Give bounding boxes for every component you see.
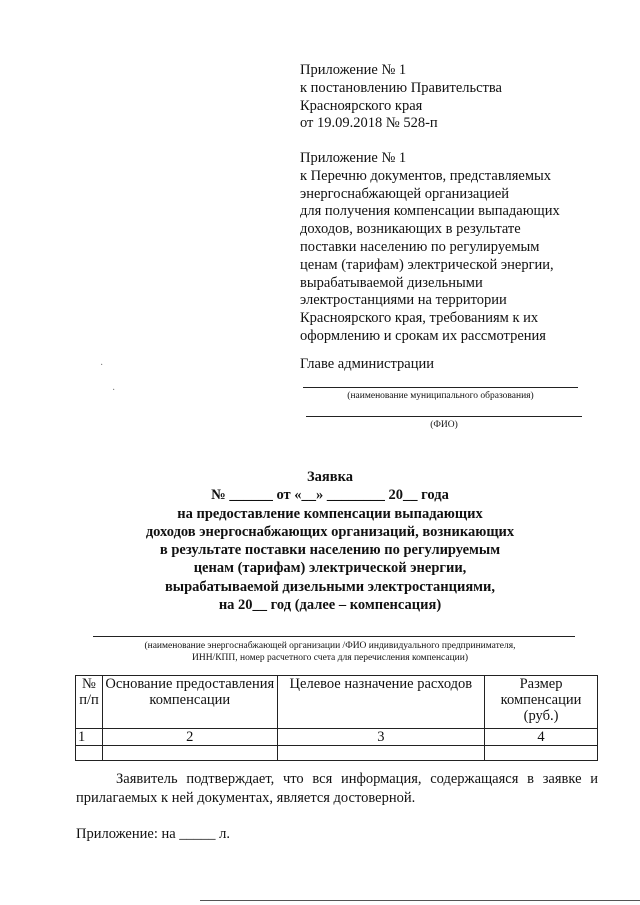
appendix-line: Приложение № 1 bbox=[300, 62, 407, 78]
title-line: ценам (тарифам) электрической энергии, bbox=[193, 560, 467, 577]
table-cell-empty[interactable] bbox=[277, 746, 484, 761]
table-cell-empty[interactable] bbox=[485, 746, 598, 761]
scan-page-edge bbox=[200, 900, 640, 901]
title-line: на предоставление компенсации выпадающих bbox=[177, 505, 483, 522]
appendix-line: к постановлению Правительства bbox=[300, 79, 502, 96]
table-cell-empty[interactable] bbox=[102, 746, 277, 761]
table-cell: 2 bbox=[102, 729, 277, 746]
municipality-caption: (наименование муниципального образования) bbox=[347, 391, 534, 401]
compensation-table bbox=[75, 675, 598, 761]
appendix-line: поставки населению по регулируемым bbox=[300, 238, 540, 255]
municipality-fill-line[interactable] bbox=[303, 387, 578, 388]
title-line: доходов энергоснабжающих организаций, возникающих bbox=[145, 523, 515, 540]
title-line: вырабатываемой дизельными электростанциями, bbox=[164, 578, 496, 595]
table-row bbox=[76, 746, 598, 761]
table-cell-empty[interactable] bbox=[76, 746, 103, 761]
appendix-line: от 19.09.2018 № 528-п bbox=[300, 115, 438, 132]
title-line: на 20__ год (далее – компенсация) bbox=[218, 597, 442, 614]
appendix-line: электростанциями на территории bbox=[300, 292, 507, 309]
scan-speck: · bbox=[100, 360, 104, 371]
declaration-text: Заявитель подтверждает, что вся информация, содержащаяся в заявке и прилагаемых к ней документах, является достоверной. bbox=[76, 771, 598, 806]
appendix-government-block bbox=[300, 62, 502, 133]
table-header-row bbox=[76, 676, 598, 729]
appendix-line: доходов, возникающих в результате bbox=[300, 221, 521, 238]
appendix-line: оформлению и срокам их рассмотрения bbox=[300, 327, 546, 344]
organization-caption bbox=[60, 640, 600, 664]
title-heading: Заявка bbox=[307, 469, 353, 485]
appendix-line: для получения компенсации выпадающих bbox=[300, 203, 560, 220]
table-cell: 4 bbox=[485, 729, 598, 746]
appendix-line: к Перечню документов, представляемых bbox=[300, 167, 551, 184]
title-line: в результате поставки населению по регулируемым bbox=[159, 542, 501, 559]
appendix-line: ценам (тарифам) электрической энергии, bbox=[300, 256, 554, 273]
header-num: № п/п bbox=[76, 676, 103, 729]
attachment-line: Приложение: на _____ л. bbox=[76, 826, 231, 842]
application-title bbox=[60, 468, 600, 614]
addressee-text: Главе администрации bbox=[300, 356, 434, 372]
header-purpose: Целевое назначение расходов bbox=[277, 676, 484, 729]
appendix-line: вырабатываемой дизельными bbox=[300, 274, 483, 291]
scan-speck: · bbox=[112, 385, 116, 396]
appendix-line: Красноярского края, требованиям к их bbox=[300, 310, 539, 327]
fio-caption: (ФИО) bbox=[430, 420, 458, 430]
fio-fill-line[interactable] bbox=[306, 416, 582, 417]
table-cell: 3 bbox=[277, 729, 484, 746]
organization-fill-line[interactable] bbox=[93, 636, 575, 637]
header-basis: Основание предоставления компенсации bbox=[102, 676, 277, 729]
table-cell: 1 bbox=[76, 729, 103, 746]
organization-caption-line: (наименование энергоснабжающей организации /ФИО индивидуального предпринимателя, bbox=[144, 641, 516, 651]
appendix-line: энергоснабжающей организацией bbox=[300, 185, 510, 202]
header-amount: Размер компенсации (руб.) bbox=[485, 676, 598, 729]
title-number-line: № ______ от «__» ________ 20__ года bbox=[211, 487, 449, 504]
appendix-line: Приложение № 1 bbox=[300, 150, 407, 166]
organization-caption-line: ИНН/КПП, номер расчетного счета для перечисления компенсации) bbox=[191, 653, 469, 663]
appendix-line: Красноярского края bbox=[300, 97, 423, 114]
table-row bbox=[76, 729, 598, 746]
appendix-list-block bbox=[300, 150, 600, 346]
declaration-paragraph bbox=[76, 770, 598, 807]
